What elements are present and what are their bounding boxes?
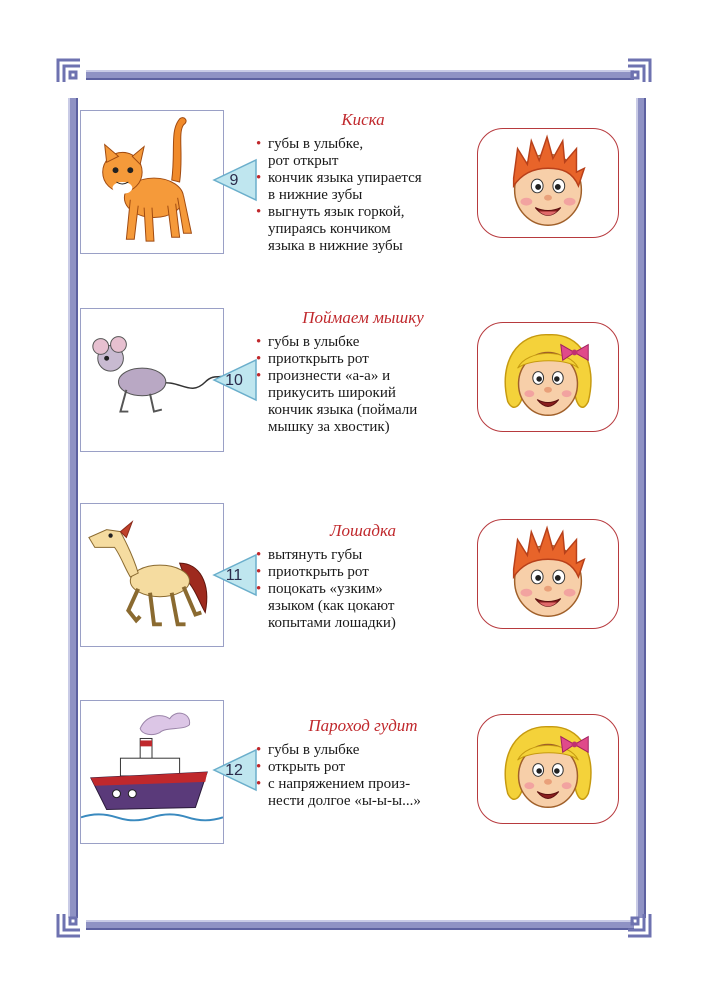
cat-picture [80,110,224,254]
steamship-illustration [81,701,223,843]
step-item: • открыть рот [256,759,476,776]
exercise-steps [256,334,476,436]
exercise-steps [256,742,476,810]
exercise-title: Поймаем мышку [302,308,424,327]
step-item: • губы в улыбке [256,334,476,351]
exercise-card-9 [0,110,706,310]
exercise-title: Пароход гудит [308,716,418,735]
step-item: • приоткрыть рот [256,351,476,368]
step-item: • вытянуть губы [256,547,476,564]
exercise-card-12 [0,700,706,900]
step-item: • приоткрыть рот [256,564,476,581]
cat-illustration [81,111,223,253]
step-item: • поцокать «узким» языком (как цокают копытами лошадки) [256,581,476,632]
exercise-steps [256,136,476,255]
exercise-card-10 [0,308,706,508]
frame-bottom [86,920,634,930]
horse-illustration [81,504,223,646]
step-item: • губы в улыбке [256,742,476,759]
step-item: • выгнуть язык горкой, упираясь кончиком языка в нижние зубы [256,204,476,255]
exercise-number: 11 [225,567,243,584]
boy-face-picture [477,519,619,629]
step-item: • с напряжением произ- нести долгое «ы-ы-ы...» [256,776,476,810]
corner-ornament-bottom-right [624,910,654,940]
steamship-picture [80,700,224,844]
corner-ornament-top-left [54,56,84,86]
girl-face-picture [477,714,619,824]
corner-ornament-bottom-left [54,910,84,940]
horse-picture [80,503,224,647]
mouse-illustration [81,309,223,451]
step-item: • произнести «а-а» и прикусить широкий кончик языка (поймали мышку за хвостик) [256,368,476,436]
exercise-title: Киска [341,110,385,129]
exercise-steps [256,547,476,632]
mouse-picture [80,308,224,452]
exercise-number: 9 [229,172,239,189]
exercise-number: 12 [225,762,243,779]
boy-face-picture [477,128,619,238]
girl-face-picture [477,322,619,432]
exercise-title: Лошадка [330,521,396,540]
exercise-card-11 [0,503,706,703]
corner-ornament-top-right [624,56,654,86]
exercise-number: 10 [225,372,243,389]
frame-top [86,70,634,80]
step-item: • кончик языка упирается в нижние зубы [256,170,476,204]
step-item: • губы в улыбке, рот открыт [256,136,476,170]
